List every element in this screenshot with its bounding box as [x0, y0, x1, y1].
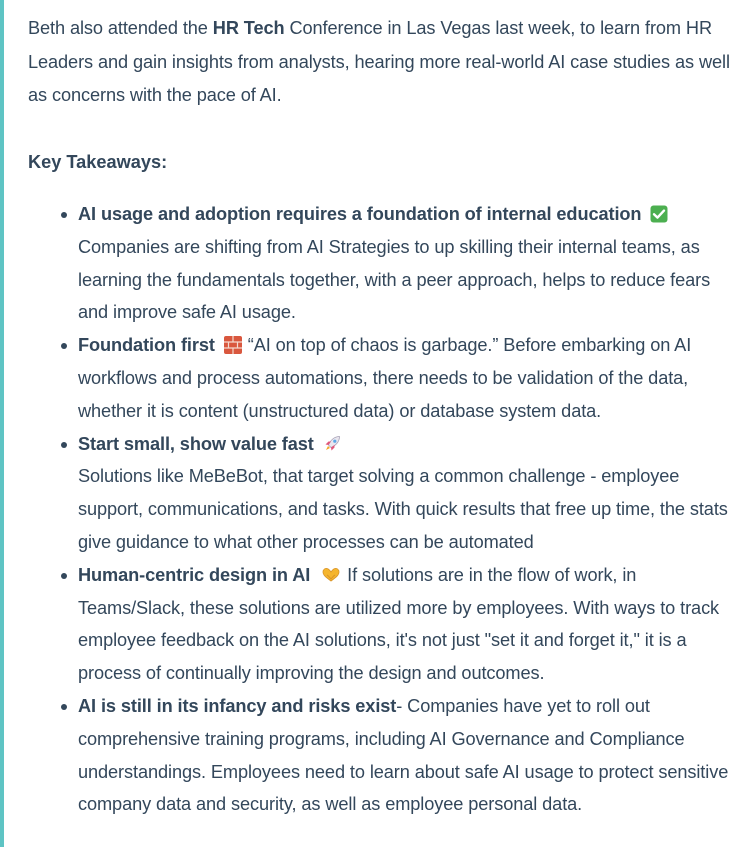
- takeaway-title: Foundation first: [78, 335, 215, 356]
- bullet-icon: [61, 442, 67, 448]
- article-body: [28, 12, 738, 821]
- intro-paragraph: [28, 12, 738, 113]
- takeaway-item: [78, 690, 738, 821]
- takeaway-title: Human-centric design in AI: [78, 564, 311, 585]
- left-accent-bar: [0, 0, 4, 847]
- takeaway-item: [78, 559, 738, 690]
- takeaway-item: [78, 198, 738, 329]
- check-mark-button-icon: [650, 205, 668, 223]
- intro-bold-event: HR Tech: [212, 18, 285, 38]
- takeaway-item: [78, 428, 738, 559]
- takeaway-body: Companies are shifting from AI Strategies to up skilling their internal teams, as learning the fundamentals together, with a peer approach, helps to reduce fears and improve safe AI usage.: [78, 236, 711, 323]
- bullet-icon: [61, 573, 67, 579]
- takeaway-body: If solutions are in the flow of work, in Teams/Slack, these solutions are utilized more by employees. With ways to track employee feedback on the AI solutions, it's not just "set it and forget it," it is a process of continually improving the design and outcomes.: [78, 564, 720, 684]
- brick-icon: [224, 336, 242, 354]
- intro-suffix: Conference in Las Vegas last week, to learn from HR Leaders and gain insights from analysts, hearing more real-world AI case studies as well as concerns with the pace of AI.: [28, 18, 730, 105]
- rocket-icon: [323, 435, 341, 453]
- intro-prefix: Beth also attended the: [28, 18, 213, 38]
- takeaway-item: [78, 329, 738, 427]
- takeaway-body: Solutions like MeBeBot, that target solving a common challenge - employee support, communications, and tasks. With quick results that free up time, the stats give guidance to what other processes can be automated: [78, 466, 728, 552]
- bullet-icon: [61, 704, 67, 710]
- heart-hands-icon: [321, 566, 341, 584]
- bullet-icon: [61, 343, 67, 349]
- takeaway-body: - Companies have yet to roll out comprehensive training programs, including AI Governance and Compliance understandings. Employees need to learn about safe AI usage to protect sensitive company data and security, as well as employee personal data.: [78, 695, 729, 815]
- key-takeaways-heading: Key Takeaways:: [28, 151, 168, 172]
- takeaway-body: “AI on top of chaos is garbage.” Before embarking on AI workflows and process automations, there needs to be validation of the data, whether it is content (unstructured data) or database system data.: [78, 335, 692, 421]
- takeaway-title: AI usage and adoption requires a foundation of internal education: [78, 204, 642, 224]
- takeaway-title: AI is still in its infancy and risks exist: [78, 695, 397, 716]
- takeaway-title: Start small, show value fast: [78, 433, 314, 454]
- takeaways-list: [28, 198, 738, 821]
- bullet-icon: [61, 212, 67, 218]
